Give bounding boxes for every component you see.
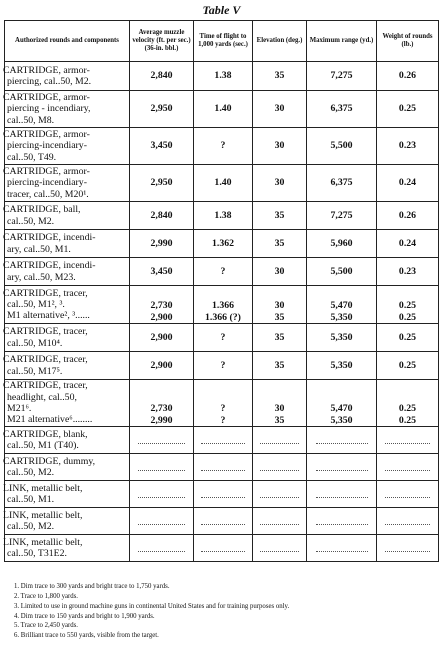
max-range-value: 5,500	[330, 265, 353, 277]
table-row	[5, 128, 439, 165]
dotted-leader	[201, 517, 244, 525]
max-range-value: 5,350	[330, 331, 353, 343]
elevation-value: 35	[274, 359, 285, 371]
weight-value: 0.25	[398, 311, 417, 323]
dotted-leader	[138, 436, 185, 444]
elevation-value: 30	[274, 300, 285, 312]
elevation-cell	[253, 62, 307, 91]
round-name-cell	[5, 165, 130, 202]
max-range-cell	[307, 202, 377, 230]
round-name-line: cal..50, M10⁴.	[7, 337, 63, 349]
elevation-cell	[253, 508, 307, 535]
elevation-cell	[253, 202, 307, 230]
elevation-cell	[253, 427, 307, 454]
velocity-cell	[130, 230, 194, 258]
velocity-value: 2,730	[150, 300, 173, 312]
footnote: 5. Trace to 2,450 yards.	[14, 622, 78, 630]
weight-value: 0.25	[398, 331, 417, 343]
footnotes	[14, 582, 434, 641]
round-name-line: cal..50, T31E2.	[7, 548, 67, 559]
dotted-leader	[201, 463, 244, 471]
elevation-value: 35	[274, 311, 285, 323]
round-name-cell	[5, 91, 130, 128]
time-of-flight-value: 1.366	[211, 300, 235, 312]
max-range-cell	[307, 380, 377, 427]
round-name-line: CARTRIDGE, blank,	[3, 428, 88, 440]
header-time-of-flight: Time of flight to 1,000 yards (sec.)	[194, 21, 253, 62]
elevation-value: 35	[274, 414, 285, 426]
elevation-cell	[253, 324, 307, 352]
dotted-leader	[260, 436, 299, 444]
elevation-cell	[253, 286, 307, 324]
velocity-cell	[130, 352, 194, 380]
time-of-flight-value: 1.362	[211, 237, 235, 249]
weight-cell	[377, 481, 439, 508]
time-of-flight-cell	[194, 165, 253, 202]
dotted-leader	[201, 544, 244, 552]
elevation-cell	[253, 258, 307, 286]
weight-value: 0.25	[398, 300, 417, 312]
round-name-cell	[5, 508, 130, 535]
round-name-line: LINK, metallic belt,	[3, 482, 83, 494]
table-caption: Table V	[202, 3, 241, 17]
round-name-line: piercing-incendiary-	[7, 177, 87, 189]
velocity-cell	[130, 62, 194, 91]
velocity-value: 2,730	[150, 403, 173, 415]
round-name-cell	[5, 454, 130, 481]
round-name-line: M21⁶.	[7, 403, 32, 414]
table-row	[5, 258, 439, 286]
dotted-leader	[260, 544, 299, 552]
elevation-cell	[253, 535, 307, 562]
velocity-cell	[130, 165, 194, 202]
velocity-cell	[130, 258, 194, 286]
velocity-value: 2,900	[150, 331, 173, 343]
weight-value: 0.23	[398, 140, 417, 152]
table-row	[5, 427, 439, 454]
table-row	[5, 508, 439, 535]
table-row	[5, 286, 439, 324]
round-name-line: M21 alternative⁶........	[7, 414, 93, 426]
velocity-cell	[130, 535, 194, 562]
time-of-flight-value: ?	[220, 265, 226, 277]
table-header-row	[5, 21, 439, 62]
max-range-cell	[307, 165, 377, 202]
elevation-value: 30	[274, 177, 285, 189]
time-of-flight-cell	[194, 258, 253, 286]
dotted-leader	[260, 517, 299, 525]
ammunition-table	[4, 20, 439, 562]
weight-cell	[377, 230, 439, 258]
dotted-leader	[138, 544, 185, 552]
velocity-value: 2,900	[150, 359, 173, 371]
dotted-leader	[385, 517, 431, 525]
elevation-cell	[253, 165, 307, 202]
round-name-line: CARTRIDGE, tracer,	[3, 326, 88, 338]
elevation-cell	[253, 128, 307, 165]
round-name-line: CARTRIDGE, tracer,	[3, 354, 88, 366]
max-range-value: 7,275	[330, 209, 353, 221]
weight-value: 0.24	[398, 177, 417, 189]
table-row	[5, 481, 439, 508]
round-name-line: piercing-incendiary-	[7, 140, 87, 152]
time-of-flight-cell	[194, 535, 253, 562]
dotted-leader	[260, 463, 299, 471]
elevation-cell	[253, 380, 307, 427]
round-name-line: CARTRIDGE, armor-	[3, 166, 90, 178]
table-row	[5, 165, 439, 202]
round-name-cell	[5, 380, 130, 427]
elevation-value: 35	[274, 70, 285, 82]
header-rounds: Authorized rounds and components	[5, 21, 130, 62]
footnote: 2. Trace to 1,800 yards.	[14, 592, 78, 600]
max-range-value: 5,350	[330, 359, 353, 371]
weight-cell	[377, 380, 439, 427]
weight-cell	[377, 128, 439, 165]
header-weight: Weight of rounds (lb.)	[377, 21, 439, 62]
table-body	[5, 62, 439, 562]
max-range-value: 5,470	[330, 300, 353, 312]
elevation-cell	[253, 91, 307, 128]
time-of-flight-value: 1.40	[214, 103, 232, 115]
velocity-cell	[130, 454, 194, 481]
table-row	[5, 454, 439, 481]
header-velocity: Average muzzle velocity (ft. per sec.) (36-in. bbl.)	[130, 21, 194, 62]
round-name-cell	[5, 258, 130, 286]
max-range-value: 5,470	[330, 403, 353, 415]
velocity-cell	[130, 427, 194, 454]
elevation-value: 30	[274, 265, 285, 277]
weight-cell	[377, 62, 439, 91]
time-of-flight-value: ?	[220, 359, 226, 371]
max-range-value: 6,375	[330, 177, 353, 189]
table-row	[5, 91, 439, 128]
dotted-leader	[201, 490, 244, 498]
round-name-line: CARTRIDGE, armor-	[3, 64, 90, 76]
max-range-cell	[307, 352, 377, 380]
weight-cell	[377, 352, 439, 380]
dotted-leader	[385, 463, 431, 471]
weight-cell	[377, 202, 439, 230]
round-name-line: cal..50, T49.	[7, 151, 57, 163]
velocity-cell	[130, 380, 194, 427]
weight-cell	[377, 324, 439, 352]
max-range-cell	[307, 128, 377, 165]
round-name-line: cal..50, M1 (T40).	[7, 440, 79, 451]
dotted-leader	[260, 490, 299, 498]
velocity-value: 2,990	[150, 414, 173, 426]
round-name-line: cal..50, M2.	[7, 215, 55, 227]
velocity-value: 3,450	[150, 265, 173, 277]
dotted-leader	[316, 544, 368, 552]
round-name-cell	[5, 427, 130, 454]
weight-value: 0.26	[398, 70, 417, 82]
round-name-line: CARTRIDGE, armor-	[3, 129, 90, 141]
velocity-value: 2,840	[150, 209, 173, 221]
time-of-flight-value: 1.38	[214, 209, 232, 221]
dotted-leader	[385, 544, 431, 552]
velocity-cell	[130, 481, 194, 508]
velocity-cell	[130, 128, 194, 165]
weight-value: 0.23	[398, 265, 417, 277]
max-range-cell	[307, 258, 377, 286]
weight-cell	[377, 258, 439, 286]
max-range-cell	[307, 324, 377, 352]
dotted-leader	[385, 490, 431, 498]
time-of-flight-cell	[194, 352, 253, 380]
elevation-value: 30	[274, 140, 285, 152]
max-range-value: 5,350	[330, 311, 353, 323]
time-of-flight-cell	[194, 508, 253, 535]
time-of-flight-cell	[194, 286, 253, 324]
time-of-flight-value: 1.40	[214, 177, 232, 189]
round-name-cell	[5, 352, 130, 380]
time-of-flight-cell	[194, 91, 253, 128]
footnote: 4. Dim trace to 150 yards and bright to 1,900 yards.	[14, 612, 155, 620]
round-name-line: tracer, cal..50, M20¹.	[7, 188, 89, 200]
time-of-flight-cell	[194, 230, 253, 258]
table-row	[5, 380, 439, 427]
velocity-value: 2,950	[150, 177, 173, 189]
round-name-line: piercing, cal..50, M2.	[7, 76, 92, 87]
time-of-flight-value: ?	[220, 414, 226, 426]
round-name-line: cal..50, M2.	[7, 521, 55, 532]
table-row	[5, 535, 439, 562]
weight-value: 0.25	[398, 103, 417, 115]
max-range-cell	[307, 535, 377, 562]
time-of-flight-cell	[194, 427, 253, 454]
header-elevation: Elevation (deg.)	[253, 21, 307, 62]
max-range-cell	[307, 427, 377, 454]
round-name-cell	[5, 62, 130, 91]
round-name-line: LINK, metallic belt,	[3, 509, 83, 521]
header-max-range: Maximum range (yd.)	[307, 21, 377, 62]
weight-cell	[377, 535, 439, 562]
time-of-flight-cell	[194, 454, 253, 481]
time-of-flight-cell	[194, 128, 253, 165]
velocity-value: 2,900	[150, 311, 173, 323]
max-range-cell	[307, 481, 377, 508]
table-row	[5, 62, 439, 91]
weight-cell	[377, 286, 439, 324]
dotted-leader	[316, 517, 368, 525]
dotted-leader	[385, 436, 431, 444]
table-row	[5, 202, 439, 230]
round-name-line: piercing - incendiary,	[7, 103, 91, 115]
weight-value: 0.26	[398, 209, 417, 221]
max-range-cell	[307, 62, 377, 91]
weight-cell	[377, 165, 439, 202]
round-name-line: CARTRIDGE, ball,	[3, 204, 81, 216]
time-of-flight-cell	[194, 62, 253, 91]
max-range-value: 5,960	[330, 237, 353, 249]
weight-cell	[377, 508, 439, 535]
round-name-line: LINK, metallic belt,	[3, 536, 83, 548]
weight-value: 0.24	[398, 237, 417, 249]
table-row	[5, 230, 439, 258]
dotted-leader	[138, 490, 185, 498]
elevation-value: 35	[274, 331, 285, 343]
weight-cell	[377, 91, 439, 128]
time-of-flight-cell	[194, 324, 253, 352]
max-range-cell	[307, 91, 377, 128]
velocity-cell	[130, 91, 194, 128]
round-name-line: cal..50, M1.	[7, 494, 55, 505]
round-name-line: CARTRIDGE, tracer,	[3, 380, 88, 392]
weight-value: 0.25	[398, 403, 417, 415]
time-of-flight-cell	[194, 202, 253, 230]
time-of-flight-cell	[194, 481, 253, 508]
max-range-cell	[307, 230, 377, 258]
velocity-cell	[130, 324, 194, 352]
max-range-value: 6,375	[330, 103, 353, 115]
max-range-value: 5,500	[330, 140, 353, 152]
round-name-line: CARTRIDGE, incendi-	[3, 232, 96, 244]
velocity-cell	[130, 202, 194, 230]
weight-value: 0.25	[398, 414, 417, 426]
round-name-cell	[5, 535, 130, 562]
max-range-cell	[307, 508, 377, 535]
dotted-leader	[138, 517, 185, 525]
round-name-line: CARTRIDGE, dummy,	[3, 455, 96, 467]
velocity-cell	[130, 286, 194, 324]
round-name-cell	[5, 202, 130, 230]
footnote: 3. Limited to use in ground machine guns in continental United States and for training purposes only.	[14, 602, 290, 610]
round-name-line: cal..50, M8.	[7, 114, 55, 126]
round-name-cell	[5, 286, 130, 324]
round-name-line: cal..50, M2.	[7, 467, 55, 478]
weight-cell	[377, 427, 439, 454]
dotted-leader	[316, 463, 368, 471]
round-name-line: ary, cal..50, M1.	[7, 243, 71, 255]
weight-cell	[377, 454, 439, 481]
round-name-line: cal..50, M1², ³.	[7, 298, 65, 310]
max-range-value: 7,275	[330, 70, 353, 82]
table-row	[5, 324, 439, 352]
velocity-cell	[130, 508, 194, 535]
footnote: 6. Brilliant trace to 550 yards, visible from the target.	[14, 632, 159, 640]
round-name-line: CARTRIDGE, armor-	[3, 92, 90, 104]
footnote: 1. Dim trace to 300 yards and bright trace to 1,750 yards.	[14, 583, 170, 590]
velocity-value: 2,840	[150, 70, 173, 82]
velocity-value: 3,450	[150, 140, 173, 152]
max-range-cell	[307, 454, 377, 481]
elevation-value: 30	[274, 403, 285, 415]
elevation-cell	[253, 454, 307, 481]
elevation-cell	[253, 481, 307, 508]
round-name-cell	[5, 324, 130, 352]
round-name-line: ary, cal..50, M23.	[7, 271, 76, 283]
elevation-value: 35	[274, 237, 285, 249]
dotted-leader	[316, 490, 368, 498]
velocity-value: 2,990	[150, 237, 173, 249]
round-name-line: CARTRIDGE, tracer,	[3, 287, 88, 299]
round-name-line: headlight, cal..50,	[7, 391, 77, 403]
velocity-value: 2,950	[150, 103, 173, 115]
elevation-value: 35	[274, 209, 285, 221]
time-of-flight-value: ?	[220, 403, 226, 415]
round-name-line: M1 alternative², ³......	[7, 310, 90, 322]
time-of-flight-value: ?	[220, 331, 226, 343]
elevation-value: 30	[274, 103, 285, 115]
round-name-cell	[5, 481, 130, 508]
round-name-cell	[5, 128, 130, 165]
elevation-cell	[253, 352, 307, 380]
time-of-flight-value: 1.38	[214, 70, 232, 82]
dotted-leader	[316, 436, 368, 444]
elevation-cell	[253, 230, 307, 258]
weight-value: 0.25	[398, 359, 417, 371]
table-row	[5, 352, 439, 380]
time-of-flight-cell	[194, 380, 253, 427]
max-range-value: 5,350	[330, 414, 353, 426]
time-of-flight-value: 1.366 (?)	[205, 311, 241, 323]
dotted-leader	[201, 436, 244, 444]
round-name-line: CARTRIDGE, incendi-	[3, 260, 96, 272]
dotted-leader	[138, 463, 185, 471]
max-range-cell	[307, 286, 377, 324]
time-of-flight-value: ?	[220, 140, 226, 152]
round-name-cell	[5, 230, 130, 258]
round-name-line: cal..50, M17⁵.	[7, 365, 63, 377]
